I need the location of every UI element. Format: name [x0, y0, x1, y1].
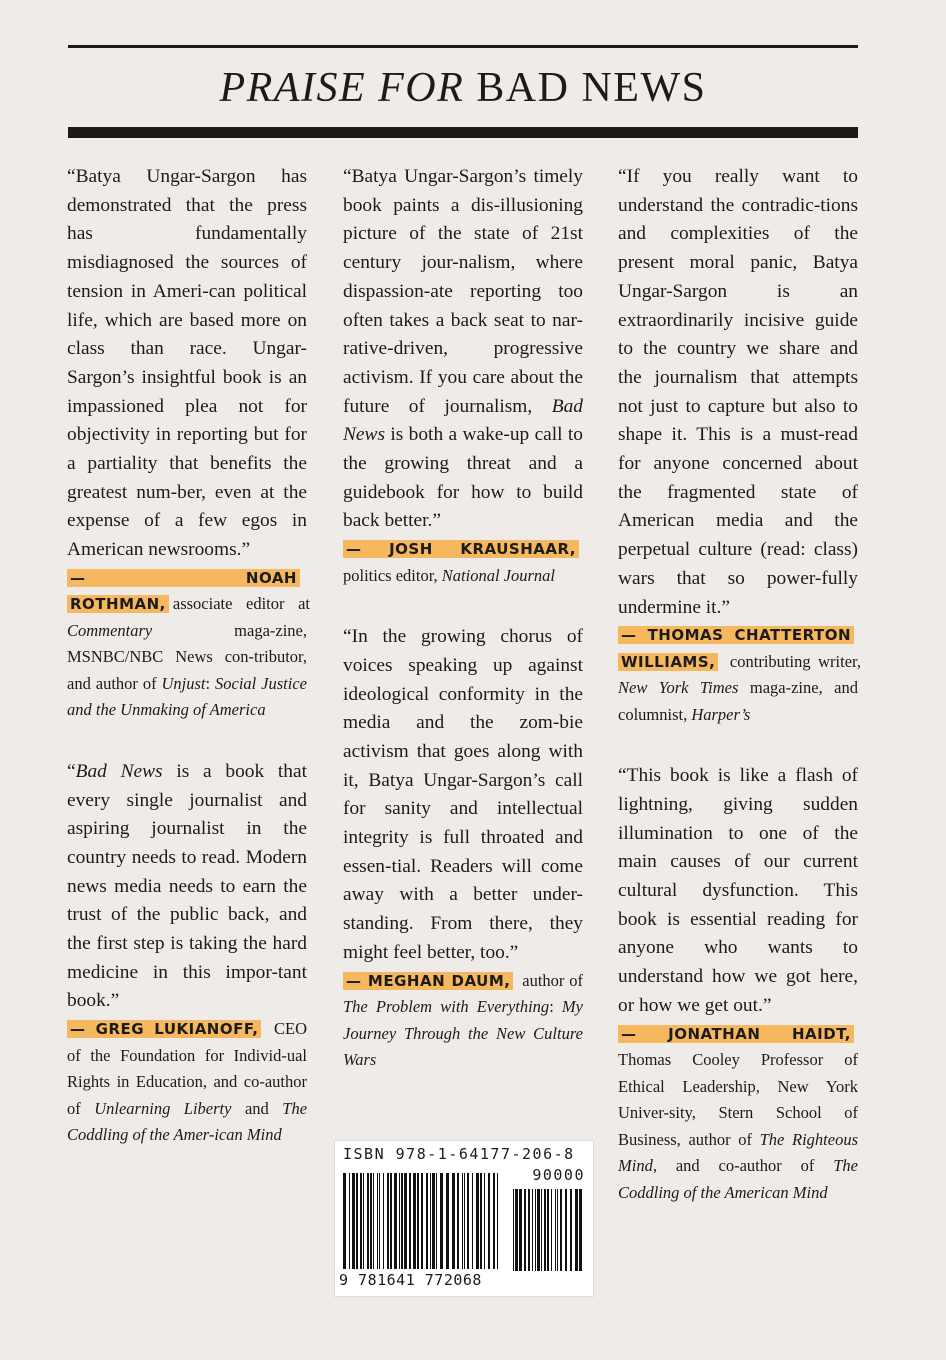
title-underline-rule [68, 127, 858, 138]
barcode-bar [464, 1173, 465, 1269]
attr-italic: Commentary [67, 620, 153, 640]
barcode-bar [528, 1189, 530, 1271]
price-code: 90000 [532, 1166, 585, 1184]
attr-italic: The Coddling of the Amer-ican Mind [67, 1098, 308, 1145]
blurb-quote: “In the growing chorus of voices speaking up against ideological conformity in the media and the zom-bie activism that goes along with it, Batya Ungar-Sargon’s call for sanity and intellectual integrity is full throated and essen-tial. Readers will come away with a better under-standing. From there, they might feel better, too.” [343, 626, 583, 963]
column-3 [618, 163, 861, 1206]
book-title: Bad News [75, 760, 163, 782]
barcode-bar [413, 1173, 416, 1269]
barcode-bar [462, 1173, 463, 1269]
barcode-bar [452, 1173, 455, 1269]
reviewer-name: — GREG LUKIANOFF, [67, 1020, 261, 1038]
barcode-bar [544, 1189, 546, 1271]
barcode-bar [493, 1173, 495, 1269]
blurb-attribution [618, 1021, 858, 1207]
barcode-bar [399, 1173, 400, 1269]
barcode-bar [417, 1173, 419, 1269]
barcode-bar [446, 1173, 449, 1269]
title-italic: PRAISE FOR [219, 65, 465, 111]
attr-italic: The Problem with Everything [343, 997, 550, 1017]
barcode-bar [457, 1173, 459, 1269]
barcode-bar [565, 1189, 567, 1271]
barcode-bar [570, 1189, 572, 1271]
barcode-bar [555, 1189, 556, 1271]
page-title [68, 64, 858, 112]
quote-text: is both a wake-up call to the growing threat and a guidebook for how to build back better.” [343, 424, 583, 532]
barcode-bar [513, 1189, 514, 1271]
barcode-bar [557, 1189, 558, 1271]
barcode-bar [404, 1173, 407, 1269]
book-title: Bad News [343, 395, 583, 446]
ean-number: 9 781641 772068 [339, 1271, 482, 1289]
isbn-text: ISBN 978-1-64177-206-8 [343, 1145, 575, 1163]
barcode-bar [432, 1173, 435, 1269]
reviewer-name: — JOSH KRAUSHAAR, [343, 540, 579, 558]
barcode-bar [426, 1173, 428, 1269]
barcode-bar [383, 1173, 384, 1269]
barcode-bar [541, 1189, 542, 1271]
barcode-main-bars [343, 1173, 503, 1269]
column-2 [343, 163, 583, 1074]
attr-text: CEO of the Foundation for Individ-ual Rights in Education, and co-author of [67, 1019, 307, 1118]
barcode-bar [343, 1173, 346, 1269]
blurb-quote: “This book is like a flash of lightning, giving sudden illumination to one of the main causes of our current cultural dysfunction. This book is essential reading for anyone who wants to understand how we got here, or how we get out.” [618, 765, 858, 1016]
attr-text: politics editor, [343, 565, 442, 585]
barcode-bar [472, 1173, 473, 1269]
barcode-bar [390, 1173, 392, 1269]
barcode-bar [524, 1189, 526, 1271]
blurb-attribution [618, 622, 861, 728]
barcode-bar [497, 1173, 498, 1269]
attr-italic: National Journal [441, 565, 556, 585]
attr-text: : [549, 997, 562, 1017]
blurb-quote: “Batya Ungar-Sargon has demonstrated that the press has fundamentally misdiagnosed the sources of tension in Ameri-can political life, which are based more on class than race. Ungar-Sargon’s insightful book is an impassioned plea not for objectivity in reporting but for a partiality that benefits the greatest num-ber, even at the expense of a few egos in American newsrooms.” [67, 166, 307, 561]
barcode-bar [367, 1173, 369, 1269]
attr-italic: New York Times [618, 678, 739, 698]
blurb-quote: “If you really want to understand the contradic-tions and complexities of the present moral panic, Batya Ungar-Sargon is an extraordinarily incisive guide to the country we share and the journalism that attempts not just to capture but also to shape it. This is a must-read for anyone concerned about the fragmented state of American media and the perpetual culture (read: class) wars that so power-fully undermine it.” [618, 166, 858, 618]
barcode-bar [356, 1173, 358, 1269]
barcode-bar [430, 1173, 431, 1269]
barcode-bar [409, 1173, 411, 1269]
barcode-bar [537, 1189, 540, 1271]
blurb-attribution [67, 565, 310, 724]
attr-italic: My Journey Through the New Culture Wars [343, 997, 583, 1070]
barcode-bar [387, 1173, 389, 1269]
barcode-bar [360, 1173, 362, 1269]
blurb-attribution [343, 536, 583, 589]
reviewer-name: — THOMAS CHATTERTON WILLIAMS, [618, 626, 854, 671]
attr-italic: Unlearning Liberty [94, 1098, 232, 1118]
attr-text: author of [517, 970, 583, 990]
barcode-bar [519, 1189, 522, 1271]
barcode-bar [379, 1173, 380, 1269]
barcode-bar [551, 1189, 552, 1271]
reviewer-name: — JONATHAN HAIDT, [618, 1025, 854, 1043]
reviewer-name: — NOAH ROTHMAN, [67, 569, 300, 614]
title-regular: BAD NEWS [476, 65, 707, 111]
attr-text: contributing writer, [722, 651, 861, 671]
attr-italic: The Righteous Mind [618, 1129, 858, 1176]
blurb-quote [343, 163, 583, 536]
blurb-attribution [67, 1016, 307, 1149]
attr-italic: Unjust [161, 673, 206, 693]
barcode-bar [476, 1173, 479, 1269]
attr-italic: Harper’s [691, 704, 751, 724]
top-rule [68, 45, 858, 48]
barcode-bar [370, 1173, 372, 1269]
attr-text: and [231, 1098, 283, 1118]
barcode-bar [515, 1189, 518, 1271]
attr-text: maga-zine, and columnist, [618, 678, 858, 724]
column-1 [67, 163, 310, 1149]
barcode-bar [377, 1173, 378, 1269]
barcode-bar [363, 1173, 364, 1269]
barcode-bar [440, 1173, 443, 1269]
barcode-bar [560, 1189, 562, 1271]
attr-text: Thomas Cooley Professor of Ethical Leadership, New York Univer-sity, Stern School of Business, author of [618, 1050, 858, 1149]
attr-text: , and co-author of [652, 1156, 834, 1176]
barcode-box [334, 1140, 594, 1297]
barcode-addon-bars [513, 1189, 585, 1271]
blurb-quote [67, 758, 307, 1016]
quote-text: is a book that every single journalist and aspiring journalist in the country needs to read. Modern news media needs to earn the trust of the public back, and the first step is taking the hard medicine in this impor-tant book.” [67, 760, 307, 1012]
barcode-bar [349, 1173, 350, 1269]
barcode-bar [484, 1173, 485, 1269]
quote-mark: “ [67, 760, 76, 782]
barcode-bar [488, 1173, 490, 1269]
barcode-bar [352, 1173, 355, 1269]
barcode-bar [421, 1173, 423, 1269]
reviewer-name: — MEGHAN DAUM, [343, 972, 513, 990]
attr-italic: The Coddling of the American Mind [618, 1156, 858, 1202]
barcode-bar [480, 1173, 482, 1269]
barcode-bar [547, 1189, 549, 1271]
barcode-bar [579, 1189, 582, 1271]
blurb-attribution [343, 968, 583, 1074]
attr-text: : [205, 673, 216, 693]
attr-text: maga-zine, MSNBC/NBC News con-tributor, and author of [67, 620, 307, 693]
barcode-bar [535, 1189, 536, 1271]
barcode-bar [401, 1173, 403, 1269]
barcode-bar [394, 1173, 397, 1269]
attr-text: associate editor at [172, 594, 310, 614]
quote-text: “Batya Ungar-Sargon’s timely book paints a dis-illusioning picture of the state of 21st century jour-nalism, where dispassion-ate reporting too often takes a back seat to nar-rative-driven, progressive activism. If you care about the future of journalism, [343, 166, 583, 417]
barcode-bar [467, 1173, 469, 1269]
barcode-bar [575, 1189, 578, 1271]
barcode-bar [436, 1173, 437, 1269]
attr-italic: Social Justice and the Unmaking of America [67, 673, 307, 720]
barcode-bar [532, 1189, 533, 1271]
barcode-bar [373, 1173, 374, 1269]
